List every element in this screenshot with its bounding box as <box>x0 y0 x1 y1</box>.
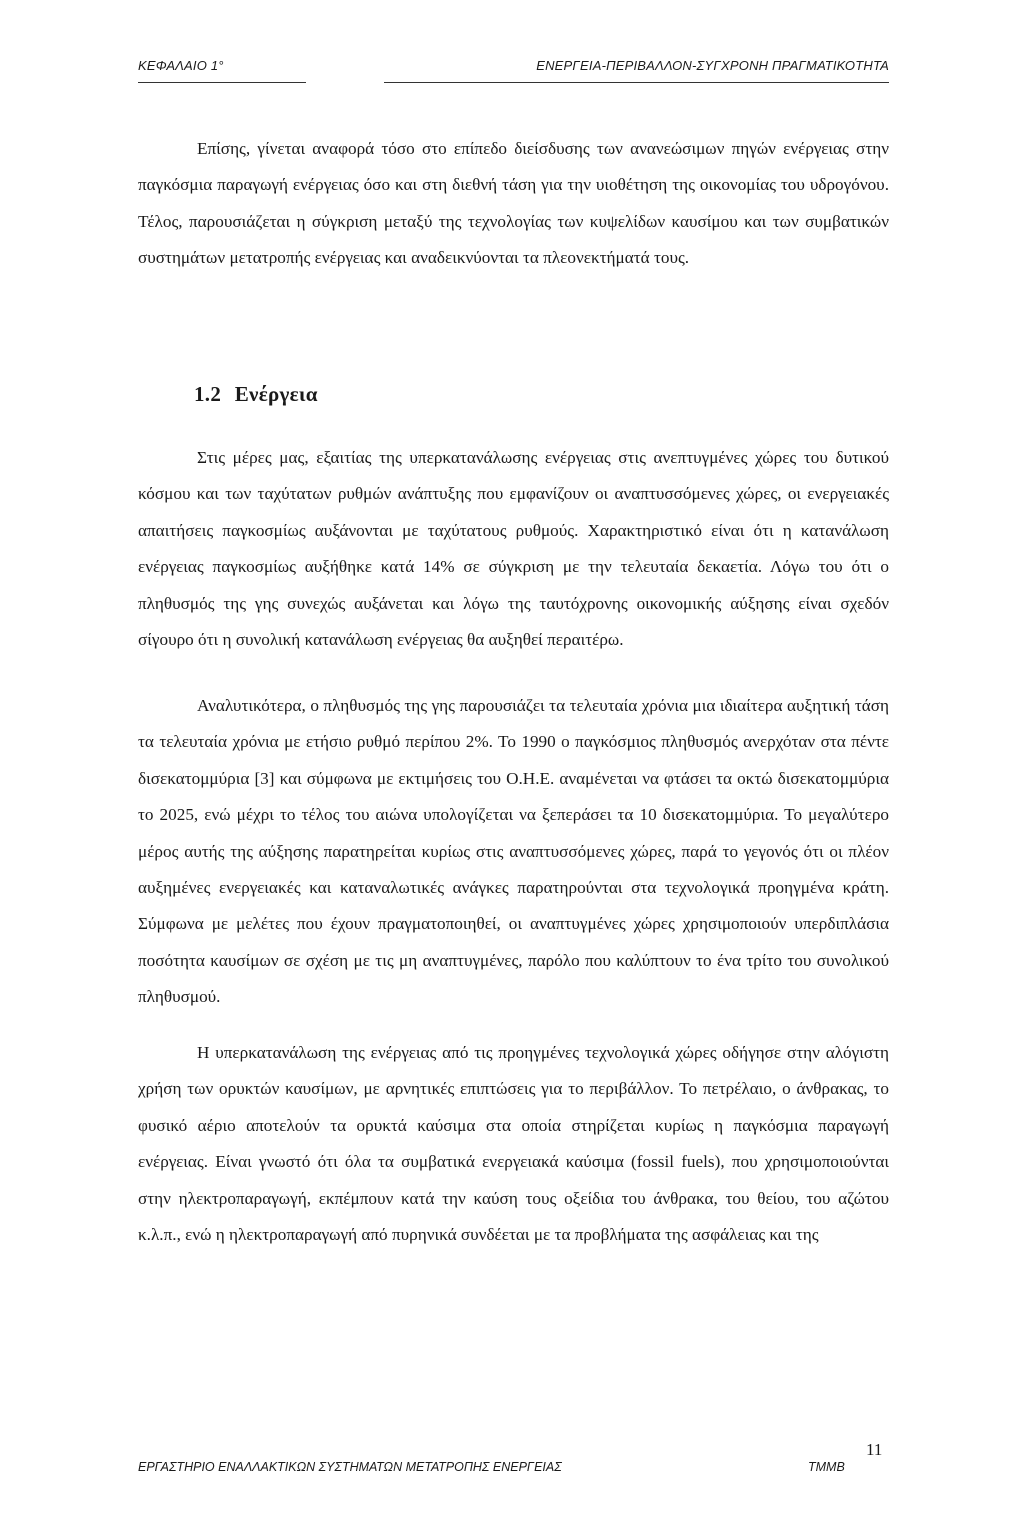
page-number: 11 <box>866 1440 883 1459</box>
footer-lab-name: ΕΡΓΑΣΤΗΡΙΟ ΕΝΑΛΛΑΚΤΙΚΩΝ ΣΥΣΤΗΜΑΤΩΝ ΜΕΤΑΤΡΟΠΗΣ ΕΝΕΡΓΕΙΑΣ <box>138 1460 562 1474</box>
header-rule-right <box>384 82 889 83</box>
paragraph-energy-demand: Στις μέρες μας, εξαιτίας της υπερκατανάλωσης ενέργειας στις ανεπτυγμένες χώρες του δυτικού κόσμου και των ταχύτατων ρυθμών ανάπτυξης που εμφανίζουν οι αναπτυσσόμενες χώρες, οι ενεργειακές απαιτήσεις παγκοσμίως αυξάνονται με ταχύτατους ρυθμούς. Χαρακτηριστικό είναι ότι η κατανάλωση ενέργειας παγκοσμίως αυξήθηκε κατά 14% σε σύγκριση με την τελευταία δεκαετία. Λόγω του ότι ο πληθυσμός της γης συνεχώς αυξάνεται και λόγω της ταυτόχρονης οικονομικής αύξησης είναι σχεδόν σίγουρο ότι η συνολική κατανάλωση ενέργειας θα αυξηθεί περαιτέρω. <box>138 448 889 650</box>
paragraph-population-growth: Αναλυτικότερα, ο πληθυσμός της γης παρουσιάζει τα τελευταία χρόνια μια ιδιαίτερα αυξητική τάση τα τελευταία χρόνια με ετήσιο ρυθμό περίπου 2%. Το 1990 ο παγκόσμιος πληθυσμός ανερχόταν στα πέντε δισεκατομμύρια [3] και σύμφωνα με εκτιμήσεις του Ο.Η.Ε. αναμένεται να φτάσει τα οκτώ δισεκατομμύρια το 2025, ενώ μέχρι το τέλος του αιώνα υπολογίζεται να ξεπεράσει τα 10 δισεκατομμύρια. Το μεγαλύτερο μέρος αυτής της αύξησης παρατηρείται κυρίως στις αναπτυσσόμενες χώρες, παρά το γεγονός ότι οι πλέον αυξημένες ενεργειακές και καταναλωτικές ανάγκες παρατηρούνται στα τεχνολογικά προηγμένα κράτη. Σύμφωνα με μελέτες που έχουν πραγματοποιηθεί, οι αναπτυγμένες χώρες χρησιμοποιούν υπερδιπλάσια ποσότητα καυσίμων σε σχέση με τις μη αναπτυγμένες, παρόλο που καλύπτουν το ένα τρίτο του συνολικού πληθυσμού. <box>138 696 889 1007</box>
section-heading <box>194 382 318 407</box>
section-number: 1.2 <box>194 382 222 406</box>
chapter-topic: ΕΝΕΡΓΕΙΑ-ΠΕΡΙΒΑΛΛΟΝ-ΣΥΓΧΡΟΝΗ ΠΡΑΓΜΑΤΙΚΟΤΗΤΑ <box>536 58 889 73</box>
intro-paragraph: Επίσης, γίνεται αναφορά τόσο στο επίπεδο διείσδυσης των ανανεώσιμων πηγών ενέργειας στην παγκόσμια παραγωγή ενέργειας όσο και στη διεθνή τάση για την υιοθέτηση της οικονομίας του υδρογόνου. Τέλος, παρουσιάζεται η σύγκριση μεταξύ της τεχνολογίας των κυψελίδων καυσίμου και των συμβατικών συστημάτων μετατροπής ενέργειας και αναδεικνύονται τα πλεονεκτήματά τους. <box>138 139 889 268</box>
paragraph-fossil-fuels: Η υπερκατανάλωση της ενέργειας από τις προηγμένες τεχνολογικά χώρες οδήγησε στην αλόγιστη χρήση των ορυκτών καυσίμων, με αρνητικές επιπτώσεις για το περιβάλλον. Το πετρέλαιο, ο άνθρακας, το φυσικό αέριο αποτελούν τα ορυκτά καύσιμα στα οποία στηρίζεται κυρίως η παγκόσμια παραγωγή ενέργειας. Είναι γνωστό ότι όλα τα συμβατικά ενεργειακά καύσιμα (fossil fuels), που χρησιμοποιούνται στην ηλεκτροπαραγωγή, εκπέμπουν κατά την καύση τους οξείδια του άνθρακα, του θείου, του αζώτου κ.λ.π., ενώ η ηλεκτροπαραγωγή από πυρηνικά συνδέεται με τα προβλήματα της ασφάλειας και της <box>138 1043 889 1245</box>
chapter-label: ΚΕΦΑΛΑΙΟ 1° <box>138 58 224 73</box>
header-rule-left <box>138 82 306 83</box>
footer-department: ΤΜΜΒ <box>808 1460 845 1474</box>
section-title: Ενέργεια <box>234 382 318 406</box>
